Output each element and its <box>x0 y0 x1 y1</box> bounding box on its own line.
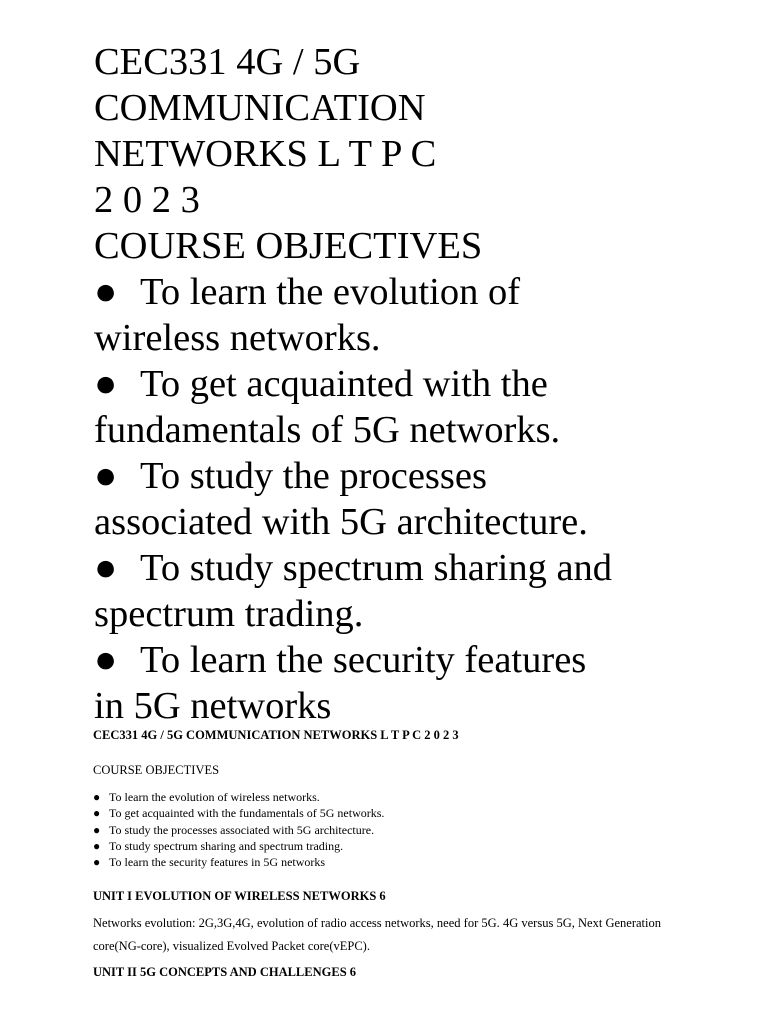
bullet-icon: ● <box>93 855 101 870</box>
large-objective-text: To learn the security features <box>140 639 587 681</box>
bullet-icon: ● <box>93 806 101 821</box>
list-item <box>93 854 653 870</box>
large-objective-continuation: wireless networks. <box>94 317 381 359</box>
bullet-icon: ● <box>94 455 118 497</box>
unit-2-heading: UNIT II 5G CONCEPTS AND CHALLENGES 6 <box>93 965 357 979</box>
bullet-icon: ● <box>94 271 118 313</box>
large-objective-continuation: fundamentals of 5G networks. <box>94 409 561 451</box>
objective-text: To learn the evolution of wireless networks. <box>109 790 320 804</box>
large-objective-item <box>94 453 744 499</box>
large-header-line: COMMUNICATION <box>94 87 426 129</box>
large-objective-continuation: spectrum trading. <box>94 593 364 635</box>
objective-text: To get acquainted with the fundamentals of 5G networks. <box>109 806 385 821</box>
list-item <box>93 789 653 805</box>
bullet-icon: ● <box>93 838 101 853</box>
list-item <box>93 838 653 854</box>
large-objective-text: To study spectrum sharing and <box>140 547 613 589</box>
objective-text: To learn the security features in 5G networks <box>109 855 326 870</box>
objective-text: To study the processes associated with 5G architecture. <box>109 822 375 837</box>
large-objective-text: To learn the evolution of <box>140 271 521 313</box>
bullet-icon: ● <box>94 547 118 589</box>
course-title: CEC331 4G / 5G COMMUNICATION NETWORKS L T P C 2 0 2 3 <box>93 728 459 742</box>
objectives-list <box>93 789 653 870</box>
large-course-header <box>94 39 744 729</box>
bullet-icon: ● <box>94 639 118 681</box>
objectives-heading: COURSE OBJECTIVES <box>93 763 220 777</box>
unit-1-heading: UNIT I EVOLUTION OF WIRELESS NETWORKS 6 <box>93 889 386 903</box>
bullet-icon: ● <box>93 790 101 804</box>
list-item <box>93 805 653 821</box>
large-objective-item <box>94 545 744 591</box>
large-objective-item <box>94 637 744 683</box>
large-objective-text: To study the processes <box>140 455 487 497</box>
unit-1-description: Networks evolution: 2G,3G,4G, evolution of radio access networks, need for 5G. 4G versus 5G, Next Generation core(NG-core), visualized Evolved Packet core(vEPC). <box>93 916 661 953</box>
bullet-icon: ● <box>93 822 101 837</box>
large-header-line: 2 0 2 3 <box>94 179 200 221</box>
objective-text: To study spectrum sharing and spectrum trading. <box>109 838 344 853</box>
bullet-icon: ● <box>94 363 118 405</box>
large-objective-text: To get acquainted with the <box>140 363 548 405</box>
large-objective-continuation: in 5G networks <box>94 685 332 727</box>
large-objective-item <box>94 361 744 407</box>
large-objective-continuation: associated with 5G architecture. <box>94 501 588 543</box>
large-objective-item <box>94 269 744 315</box>
list-item <box>93 822 653 838</box>
large-header-line: NETWORKS L T P C <box>94 133 437 175</box>
large-objectives-heading: COURSE OBJECTIVES <box>94 225 483 267</box>
large-header-line: CEC331 4G / 5G <box>94 41 361 83</box>
